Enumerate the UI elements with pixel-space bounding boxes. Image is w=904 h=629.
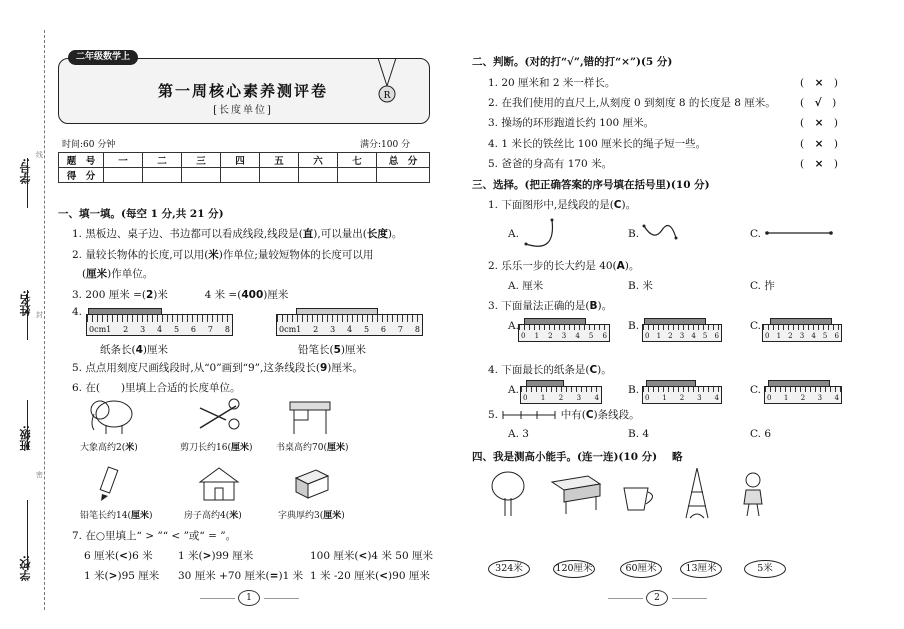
- s3-q2-opt-a: A. 厘米: [508, 280, 544, 292]
- s3-q2-opt-b: B. 米: [628, 280, 653, 292]
- s2-answer-5: ( × ): [800, 158, 839, 170]
- full-score: 满分:100 分: [360, 140, 411, 150]
- s1-q7-r1-2: 1 米(>)99 厘米: [178, 550, 254, 562]
- margin-cut-line: [44, 30, 45, 610]
- answer: 米: [125, 443, 135, 453]
- answer: 厘米: [323, 511, 342, 521]
- segment-icon: [764, 228, 834, 238]
- desk-icon: [548, 474, 602, 516]
- score-cell: 五: [260, 153, 299, 168]
- s3-q4-opt-b: B.: [628, 384, 640, 396]
- page-subtitle: [长度单位]: [213, 105, 273, 116]
- score-input-cell[interactable]: [338, 168, 377, 183]
- s3-q2-opt-c: C. 拃: [750, 280, 775, 292]
- ruler: 0 1 2 3 4: [764, 386, 842, 404]
- section4-title: 四、我是测高小能手。(连一连)(10 分): [472, 451, 658, 463]
- score-input-cell[interactable]: [260, 168, 299, 183]
- height-label-3[interactable]: 60厘米: [620, 560, 662, 578]
- s3-q5-opt-b: B. 4: [628, 428, 650, 440]
- school-label: 学校:: [19, 555, 32, 582]
- s3-q4-opt-a: A.: [508, 384, 519, 396]
- s3-q1-opt-b: B.: [628, 228, 640, 240]
- s1-q3: 3. 200 厘米 =(2)米 4 米 =(400)厘米: [72, 289, 289, 301]
- score-cell: 七: [338, 153, 377, 168]
- elephant-icon: [88, 396, 136, 436]
- score-cell: 题 号: [59, 153, 104, 168]
- s2-answer-2: ( √ ): [800, 97, 837, 109]
- answer: 2: [145, 289, 154, 301]
- s2-item-3: 3. 操场的环形跑道长约 100 厘米。: [488, 117, 655, 129]
- page-deco-line: [672, 598, 707, 599]
- answer: 直: [302, 228, 314, 240]
- score-cell: 得 分: [59, 168, 104, 183]
- tree-icon: [490, 470, 526, 518]
- medal-icon: [372, 58, 402, 108]
- pencil-icon: [96, 466, 126, 502]
- height-label-5[interactable]: 5米: [744, 560, 786, 578]
- score-input-cell[interactable]: [299, 168, 338, 183]
- house-icon: [196, 466, 242, 502]
- ruler: 0 1 2 3 4 5 6: [642, 324, 722, 342]
- s1-q4-number: 4.: [72, 306, 83, 318]
- s1-q7-r2-1: 1 米(>)95 厘米: [84, 570, 160, 582]
- answer: 4: [135, 344, 143, 356]
- ruler: 0 1 2 3 4: [642, 386, 722, 404]
- s3-q1-opt-c: C.: [750, 228, 761, 240]
- answer: =: [269, 570, 279, 582]
- score-input-cell[interactable]: [221, 168, 260, 183]
- s3-q5: 5. 中有(C)条线段。: [488, 409, 640, 421]
- section1-title: 一、填一填。(每空 1 分,共 21 分): [58, 208, 224, 220]
- s1-q6-item-1: 大象高约2(米): [80, 443, 138, 453]
- page-deco-line: [200, 598, 235, 599]
- score-cell: 四: [221, 153, 260, 168]
- grade-tab: 二年级数学上: [68, 50, 138, 65]
- page-number-1: 1: [238, 590, 260, 606]
- answer: 长度: [366, 228, 388, 240]
- s1-q5: 5. 点点用刻度尺画线段时,从“0”画到“9”,这条线段长(9)厘米。: [72, 362, 363, 374]
- score-cell: 总 分: [377, 153, 430, 168]
- score-cell: 一: [104, 153, 143, 168]
- student-id-label: 学号:: [19, 158, 32, 185]
- student-id-line: [27, 158, 28, 208]
- s1-q7-r2-3: 1 米 -20 厘米(<)90 厘米: [310, 570, 430, 582]
- s1-q6-item-6: 字典厚约3(厘米): [278, 511, 345, 521]
- class-label: 班级:: [19, 425, 32, 452]
- score-cell: 三: [182, 153, 221, 168]
- s2-answer-4: ( × ): [800, 138, 839, 150]
- s1-q6-item-3: 书桌高约70(厘米): [276, 443, 349, 453]
- school-line: [27, 500, 28, 570]
- ruler: 0cm1 2 3 4 5 6 7 8: [276, 314, 423, 336]
- answer: A: [616, 260, 625, 272]
- score-input-cell[interactable]: [104, 168, 143, 183]
- height-label-4[interactable]: 13厘米: [680, 560, 722, 578]
- s3-q5-opt-a: A. 3: [508, 428, 529, 440]
- s2-item-1: 1. 20 厘米和 2 米一样长。: [488, 77, 616, 89]
- answer: 厘米: [86, 268, 108, 280]
- segment-points-icon: [501, 410, 557, 420]
- margin-tiny-3: 密: [36, 471, 43, 479]
- s3-q1-opt-a: A.: [508, 228, 519, 240]
- s1-q6-item-4: 铅笔长约14(厘米): [80, 511, 153, 521]
- answer: C: [589, 364, 598, 376]
- score-input-cell[interactable]: [182, 168, 221, 183]
- s1-q7-r1-3: 100 厘米(<)4 米 50 厘米: [310, 550, 433, 562]
- s1-q1: 1. 黑板边、桌子边、书边都可以看成线段,线段是(直),可以量出(长度)。: [72, 228, 403, 240]
- cup-icon: [620, 484, 660, 514]
- page-title: 第一周核心素养测评卷: [157, 82, 328, 100]
- s1-q7-r2-2: 30 厘米 +70 厘米(=)1 米: [178, 570, 304, 582]
- exam-time: 时间:60 分钟: [62, 140, 116, 150]
- answer: C: [585, 409, 594, 421]
- s1-q2-line1: 2. 量较长物体的长度,可以用(米)作单位;量较短物体的长度可以用: [72, 249, 374, 261]
- s1-q7: 7. 在○里填上“ > ”“ < ”或“ = ”。: [72, 530, 237, 542]
- answer: <: [119, 550, 128, 562]
- score-cell: 二: [143, 153, 182, 168]
- s3-q4: 4. 下面最长的纸条是(C)。: [488, 364, 612, 376]
- score-table-score-row: [59, 168, 430, 183]
- answer: 400: [241, 289, 264, 301]
- s3-q3-opt-b: B.: [628, 320, 640, 332]
- answer: >: [202, 550, 212, 562]
- s2-answer-1: ( × ): [800, 77, 839, 89]
- arc-shape-icon: [522, 214, 562, 250]
- name-line: [27, 290, 28, 340]
- page-deco-line: [608, 598, 643, 599]
- s2-item-4: 4. 1 米长的铁丝比 100 厘米长的绳子短一些。: [488, 138, 707, 150]
- s2-answer-3: ( × ): [800, 117, 839, 129]
- s1-q4-left: 纸条长(4)厘米: [100, 344, 169, 356]
- answer: 厘米: [230, 443, 249, 453]
- answer: 厘米: [326, 443, 345, 453]
- s3-q3: 3. 下面量法正确的是(B)。: [488, 300, 613, 312]
- margin-tiny-2: 封: [36, 311, 43, 319]
- margin-tiny-1: 线: [36, 151, 43, 159]
- s3-q2: 2. 乐乐一步的长大约是 40(A)。: [488, 260, 640, 272]
- score-table-header-row: [59, 153, 430, 168]
- s3-q1: 1. 下面图形中,是线段的是(C)。: [488, 199, 637, 211]
- section3-title: 三、选择。(把正确答案的序号填在括号里)(10 分): [472, 179, 710, 191]
- s1-q2-line2: (厘米)作单位。: [82, 268, 154, 280]
- answer: C: [613, 199, 622, 211]
- score-input-cell[interactable]: [143, 168, 182, 183]
- height-label-1[interactable]: 324米: [488, 560, 530, 578]
- page-deco-line: [264, 598, 299, 599]
- answer: 米: [229, 511, 239, 521]
- height-label-2[interactable]: 120厘米: [553, 560, 595, 578]
- dictionary-icon: [292, 466, 332, 502]
- child-icon: [738, 472, 768, 518]
- answer: B: [589, 300, 598, 312]
- name-label: 姓名:: [19, 290, 32, 317]
- ruler: 0 1 2 3 4 5 6: [518, 324, 610, 342]
- answer: 5: [333, 344, 341, 356]
- section2-title: 二、判断。(对的打“√”,错的打“×”)(5 分): [472, 56, 673, 68]
- scissors-icon: [196, 398, 242, 434]
- desk-icon: [288, 398, 332, 436]
- answer: 米: [208, 249, 219, 261]
- s3-q4-opt-c: C.: [750, 384, 761, 396]
- tower-icon: [684, 468, 710, 520]
- s1-q6-item-5: 房子高约4(米): [184, 511, 242, 521]
- score-table: [58, 152, 430, 183]
- page-number-2: 2: [646, 590, 668, 606]
- medal-letter: R: [383, 91, 391, 101]
- answer: <: [358, 550, 368, 562]
- ruler: 0cm1 2 3 4 5 6 7 8: [86, 314, 233, 336]
- s3-q3-opt-a: A.: [508, 320, 519, 332]
- score-input-cell[interactable]: [377, 168, 430, 183]
- answer: 9: [319, 362, 328, 374]
- score-cell: 六: [299, 153, 338, 168]
- s2-item-2: 2. 在我们使用的直尺上,从刻度 0 到刻度 8 的长度是 8 厘米。: [488, 97, 776, 109]
- section4-omit: 略: [672, 451, 683, 463]
- s1-q6: 6. 在( )里填上合适的长度单位。: [72, 382, 241, 394]
- ruler: 0 1 2 3 4 5 6: [762, 324, 842, 342]
- s2-item-5: 5. 爸爸的身高有 170 米。: [488, 158, 613, 170]
- s3-q5-opt-c: C. 6: [750, 428, 772, 440]
- answer: 厘米: [130, 511, 149, 521]
- answer: >: [108, 570, 118, 582]
- answer: <: [379, 570, 389, 582]
- wavy-line-icon: [640, 220, 680, 244]
- s1-q6-item-2: 剪刀长约16(厘米): [180, 443, 253, 453]
- s1-q4-right: 铅笔长(5)厘米: [298, 344, 367, 356]
- s1-q7-r1-1: 6 厘米(<)6 米: [84, 550, 153, 562]
- class-line: [27, 400, 28, 450]
- ruler: 0 1 2 3 4: [520, 386, 602, 404]
- s3-q3-opt-c: C.: [750, 320, 761, 332]
